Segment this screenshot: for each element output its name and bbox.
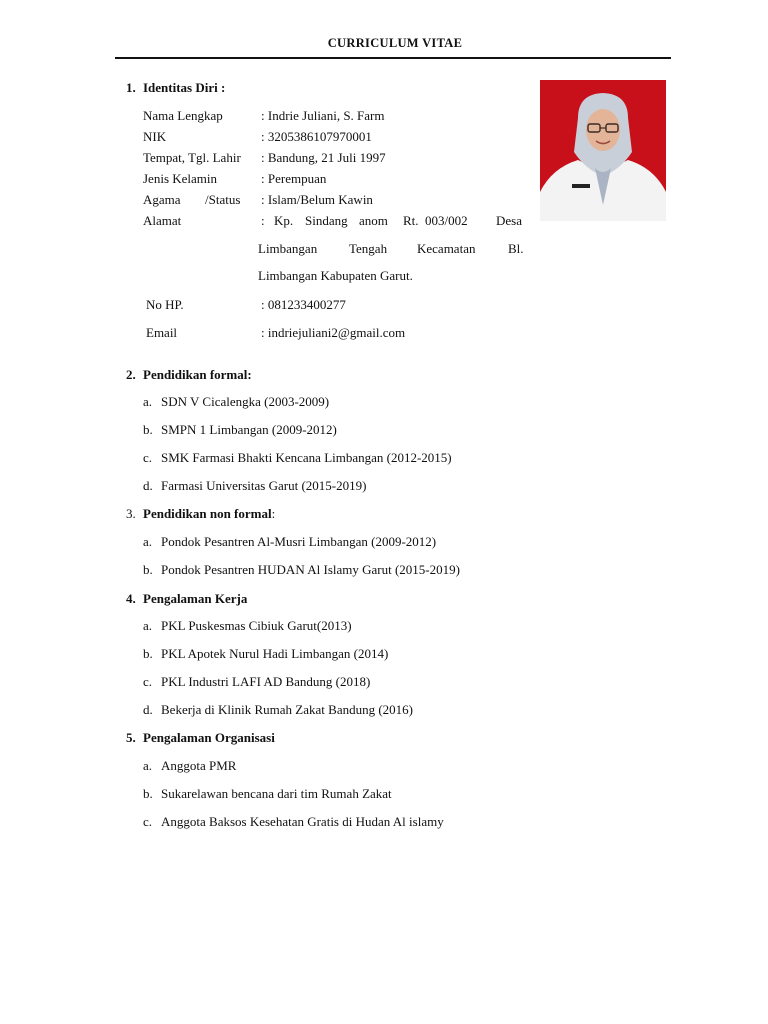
list-item: SMPN 1 Limbangan (2009-2012): [161, 422, 337, 437]
field-value: : Indrie Juliani, S. Farm: [261, 108, 385, 123]
field-label: Agama: [143, 192, 181, 207]
title-divider: [115, 57, 671, 59]
section-number: 5.: [126, 730, 136, 745]
profile-photo-drawing: [540, 80, 666, 221]
list-item: SMK Farmasi Bhakti Kencana Limbangan (2012-2015): [161, 450, 452, 465]
list-marker: c.: [143, 450, 153, 465]
list-marker: a.: [143, 758, 153, 773]
section-number: 1.: [126, 80, 136, 95]
document-title: CURRICULUM VITAE: [327, 36, 463, 50]
section-heading-suffix: :: [271, 506, 276, 521]
field-value: : Perempuan: [261, 171, 327, 186]
list-marker: d.: [143, 702, 153, 717]
field-label: Alamat: [143, 213, 182, 228]
field-label: Tempat, Tgl. Lahir: [143, 150, 241, 165]
address-word: Sindang: [305, 213, 348, 228]
list-item: PKL Puskesmas Cibiuk Garut(2013): [161, 618, 352, 633]
list-marker: d.: [143, 478, 153, 493]
list-item: PKL Apotek Nurul Hadi Limbangan (2014): [161, 646, 389, 661]
section-heading-formal: Pendidikan formal:: [143, 367, 252, 382]
field-label: NIK: [143, 129, 167, 144]
field-value: : 081233400277: [261, 297, 346, 312]
address-word: Bl.: [508, 241, 524, 256]
list-marker: b.: [143, 562, 153, 577]
list-item: SDN V Cicalengka (2003-2009): [161, 394, 330, 409]
list-marker: b.: [143, 422, 153, 437]
address-word: anom: [359, 213, 388, 228]
address-word: Tengah: [349, 241, 388, 256]
list-item: Pondok Pesantren HUDAN Al Islamy Garut (2015-2019): [161, 562, 460, 577]
field-value: : Islam/Belum Kawin: [261, 192, 373, 207]
address-word: Kp.: [274, 213, 294, 228]
list-item: Bekerja di Klinik Rumah Zakat Bandung (2016): [161, 702, 414, 717]
section-heading-text: Pendidikan non formal: [143, 506, 272, 521]
section-heading-identity: Identitas Diri :: [143, 80, 226, 95]
list-item: Sukarelawan bencana dari tim Rumah Zakat: [161, 786, 392, 801]
address-line: Limbangan Kabupaten Garut.: [258, 268, 413, 283]
list-marker: c.: [143, 674, 153, 689]
list-marker: b.: [143, 786, 153, 801]
list-item: Pondok Pesantren Al-Musri Limbangan (2009-2012): [161, 534, 437, 549]
field-label: No HP.: [146, 297, 184, 312]
field-value: : Bandung, 21 Juli 1997: [261, 150, 386, 165]
section-number: 3.: [126, 506, 136, 521]
section-number: 4.: [126, 591, 136, 606]
address-word: Desa: [496, 213, 522, 228]
section-heading-org: Pengalaman Organisasi: [143, 730, 275, 745]
section-number: 2.: [126, 367, 136, 382]
section-heading-work: Pengalaman Kerja: [143, 591, 248, 606]
list-marker: a.: [143, 394, 153, 409]
field-value: : 3205386107970001: [261, 129, 372, 144]
field-value: : indriejuliani2@gmail.com: [261, 325, 406, 340]
section-heading-nonformal: [143, 507, 275, 520]
field-label: Email: [146, 325, 178, 340]
list-marker: a.: [143, 618, 153, 633]
address-word: Rt.: [403, 213, 419, 228]
address-word: Kecamatan: [417, 241, 476, 256]
field-label: Nama Lengkap: [143, 108, 223, 123]
list-item: Anggota PMR: [161, 758, 237, 773]
list-item: Anggota Baksos Kesehatan Gratis di Hudan Al islamy: [161, 814, 444, 829]
list-item: Farmasi Universitas Garut (2015-2019): [161, 478, 367, 493]
list-marker: b.: [143, 646, 153, 661]
profile-photo: [540, 80, 666, 221]
list-item: PKL Industri LAFI AD Bandung (2018): [161, 674, 371, 689]
address-word: Limbangan: [258, 241, 318, 256]
list-marker: a.: [143, 534, 153, 549]
address-word: 003/002: [425, 213, 468, 228]
field-label: Jenis Kelamin: [143, 171, 218, 186]
field-label: /Status: [205, 192, 241, 207]
address-word: :: [261, 213, 265, 228]
list-marker: c.: [143, 814, 153, 829]
